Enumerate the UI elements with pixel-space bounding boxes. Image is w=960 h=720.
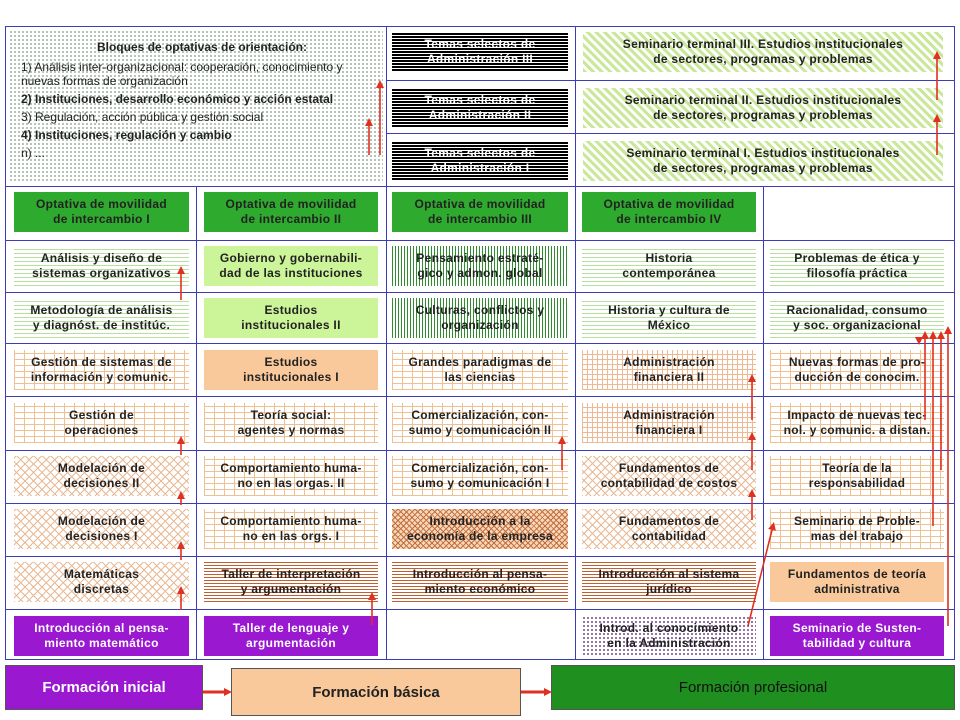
footer-label: Formación básica bbox=[312, 683, 440, 701]
course-label: Temas selectos de Administración III bbox=[424, 37, 536, 66]
course-label-line: Introducción al sistema bbox=[598, 567, 740, 581]
course-label-line: en la Administración bbox=[607, 636, 731, 650]
course-label-line: de intercambio III bbox=[427, 212, 533, 226]
course-label-line: administrativa bbox=[814, 582, 900, 596]
course-label-line: financiera II bbox=[633, 370, 705, 384]
course-label-line: Teoría de la bbox=[822, 461, 892, 475]
course-label-line: operaciones bbox=[64, 423, 139, 437]
course-label-line: tabilidad y cultura bbox=[802, 636, 912, 650]
course-label-line: agentes y normas bbox=[237, 423, 345, 437]
course-label-line: discretas bbox=[73, 582, 130, 596]
course-label-line: Racionalidad, consumo bbox=[786, 303, 928, 317]
course-label: Temas selectos de Administración II bbox=[424, 93, 536, 122]
course-label-line: nol. y comunic. a distan. bbox=[783, 423, 931, 437]
course-label-line: de intercambio II bbox=[240, 212, 342, 226]
course-label-line: dad de las instituciones bbox=[219, 266, 363, 280]
course-label-line: Administración bbox=[623, 408, 715, 422]
course-label-line: Taller de interpretación bbox=[221, 567, 361, 581]
course-label-line: Comportamiento huma- bbox=[220, 514, 362, 528]
course-label-line: no en las orgas. II bbox=[237, 476, 345, 490]
orientation-line-1: 1) Análisis inter-organizacional: cooperación, conocimiento y nuevas formas de organización bbox=[21, 60, 343, 88]
course-label-line: de intercambio IV bbox=[616, 212, 722, 226]
course-label-line: miento matemático bbox=[44, 636, 159, 650]
course-label-line: Historia y cultura de bbox=[608, 303, 730, 317]
course-label-line: Modelación de bbox=[57, 514, 146, 528]
course-label-line: institucionales II bbox=[241, 318, 341, 332]
course-label-line: decisiones II bbox=[63, 476, 140, 490]
course-label-line: Optativa de movilidad bbox=[414, 197, 546, 211]
course-label-line: Impacto de nuevas tec- bbox=[787, 408, 927, 422]
course-label-line: Seminario terminal III. Estudios institucionales bbox=[622, 37, 904, 51]
course-label-line: Estudios bbox=[264, 303, 318, 317]
course-label-line: Análisis y diseño de bbox=[40, 251, 163, 265]
course-label-line: contemporánea bbox=[622, 266, 716, 280]
course-label-line: de sectores, programas y problemas bbox=[653, 52, 873, 66]
course-label-line: México bbox=[647, 318, 691, 332]
course-label-line: Optativa de movilidad bbox=[225, 197, 357, 211]
course-label-line: economía de la empresa bbox=[407, 529, 553, 543]
course-label-line: Pensamiento estraté- bbox=[416, 251, 544, 265]
course-label-line: Seminario de Proble- bbox=[793, 514, 921, 528]
course-label-line: Optativa de movilidad bbox=[36, 197, 167, 211]
course-label-line: Taller de lenguaje y bbox=[232, 621, 350, 635]
course-label-line: las ciencias bbox=[444, 370, 516, 384]
course-label-line: no en las orgs. I bbox=[242, 529, 340, 543]
course-label-line: decisiones I bbox=[65, 529, 138, 543]
course-label-line: Comportamiento huma- bbox=[220, 461, 362, 475]
course-label-line: y soc. organizacional bbox=[793, 318, 921, 332]
footer-label: Formación inicial bbox=[42, 679, 166, 696]
course-label-line: Introducción al pensa- bbox=[34, 621, 169, 635]
course-label-line: Seminario de Susten- bbox=[792, 621, 922, 635]
course-label-line: miento económico bbox=[424, 582, 536, 596]
course-label-line: de sectores, programas y problemas bbox=[653, 108, 873, 122]
course-label-line: Gestión de bbox=[68, 408, 134, 422]
orientation-line-5: n) ... bbox=[21, 146, 46, 160]
footer-label: Formación profesional bbox=[678, 679, 828, 696]
course-label-line: Gobierno y gobernabili- bbox=[219, 251, 363, 265]
course-label-line: Teoría social: bbox=[250, 408, 332, 422]
course-label-line: filosofía práctica bbox=[806, 266, 908, 280]
orientation-line-2: 2) Instituciones, desarrollo económico y acción estatal bbox=[21, 92, 334, 106]
course-label: Temas selectos de Administración I bbox=[424, 146, 536, 175]
course-label-line: sumo y comunicación I bbox=[410, 476, 550, 490]
course-label-line: gico y admon. global bbox=[417, 266, 543, 280]
course-label-line: de sectores, programas y problemas bbox=[653, 161, 873, 175]
course-label-line: contabilidad de costos bbox=[600, 476, 738, 490]
course-label-line: Metodología de análisis bbox=[30, 303, 173, 317]
course-label-line: Fundamentos de bbox=[618, 461, 720, 475]
course-label-line: institucionales I bbox=[243, 370, 339, 384]
course-label-line: de intercambio I bbox=[53, 212, 150, 226]
course-label-line: responsabilidad bbox=[808, 476, 906, 490]
course-label-line: mas del trabajo bbox=[810, 529, 904, 543]
course-label-line: Seminario terminal II. Estudios institucionales bbox=[624, 93, 902, 107]
orientation-title: Bloques de optativas de orientación: bbox=[96, 40, 308, 54]
course-label-line: Gestión de sistemas de bbox=[31, 355, 172, 369]
prerequisite-arrow bbox=[748, 526, 773, 626]
course-label-line: Optativa de movilidad bbox=[603, 197, 735, 211]
course-label-line: contabilidad bbox=[631, 529, 707, 543]
course-label-line: Culturas, conflictos y bbox=[415, 303, 545, 317]
course-label-line: ducción de conocim. bbox=[794, 370, 920, 384]
course-label-line: y diagnóst. de institúc. bbox=[32, 318, 171, 332]
course-label-line: y argumentación bbox=[240, 582, 342, 596]
course-label-line: Introd. al conocimiento bbox=[599, 621, 739, 635]
course-label-line: Comercialización, con- bbox=[411, 461, 549, 475]
course-label-line: Grandes paradigmas de bbox=[408, 355, 552, 369]
course-label-line: sumo y comunicación II bbox=[408, 423, 552, 437]
course-label-line: información y comunic. bbox=[30, 370, 173, 384]
course-label-line: Fundamentos de teoría bbox=[787, 567, 927, 581]
course-label-line: Introducción al pensa- bbox=[412, 567, 548, 581]
orientation-line-4: 4) Instituciones, regulación y cambio bbox=[21, 128, 232, 142]
course-label-line: argumentación bbox=[246, 636, 336, 650]
course-label-line: organización bbox=[441, 318, 519, 332]
course-label-line: Estudios bbox=[264, 355, 318, 369]
course-label-line: Problemas de ética y bbox=[794, 251, 920, 265]
course-label-line: sistemas organizativos bbox=[32, 266, 171, 280]
course-label-line: jurídico bbox=[646, 582, 692, 596]
orientation-line-3: 3) Regulación, acción pública y gestión social bbox=[21, 110, 264, 124]
course-label-line: Introducción a la bbox=[429, 514, 531, 528]
course-label-line: Seminario terminal I. Estudios institucionales bbox=[626, 146, 900, 160]
course-label-line: Comercialización, con- bbox=[411, 408, 549, 422]
course-label-line: Modelación de bbox=[57, 461, 146, 475]
course-label-line: Historia bbox=[645, 251, 693, 265]
course-label-line: Matemáticas bbox=[63, 567, 140, 581]
course-label-line: Fundamentos de bbox=[618, 514, 720, 528]
course-label-line: Nuevas formas de pro- bbox=[788, 355, 926, 369]
course-label-line: financiera I bbox=[635, 423, 703, 437]
course-label-line: Administración bbox=[623, 355, 715, 369]
